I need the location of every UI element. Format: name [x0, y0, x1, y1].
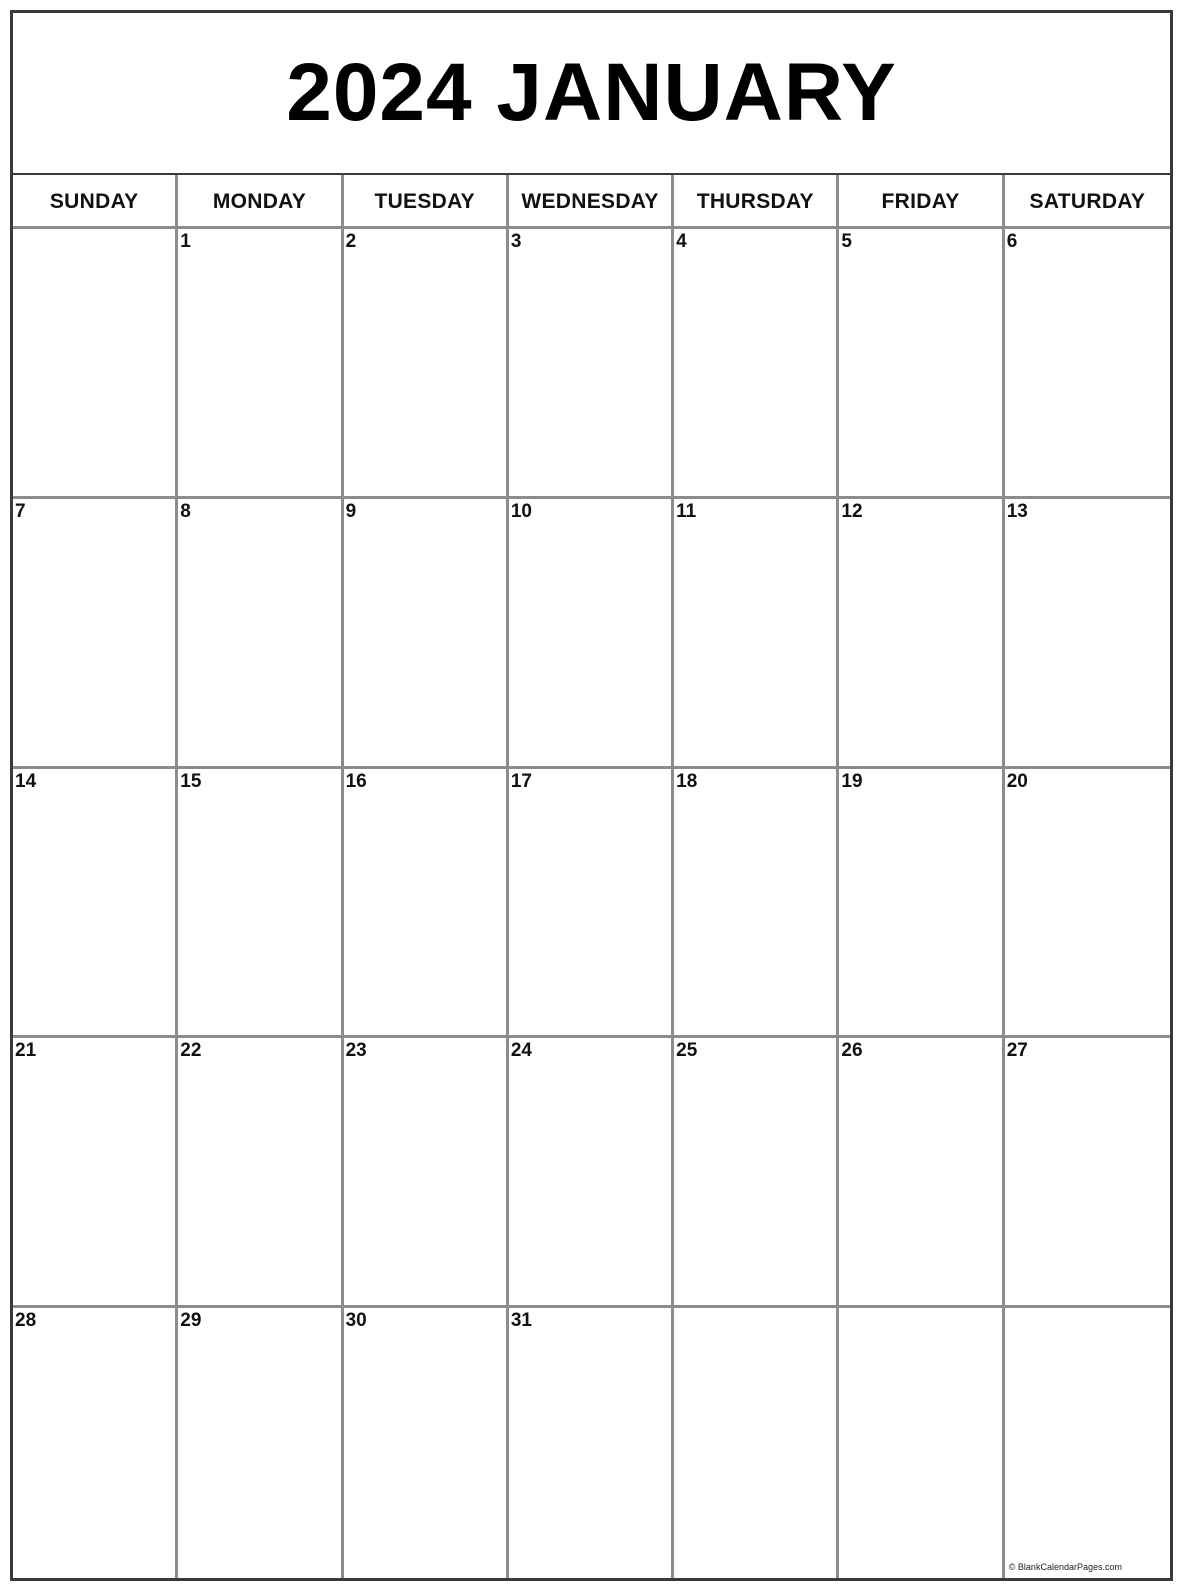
day-cell[interactable]	[674, 769, 839, 1039]
day-cell[interactable]	[344, 769, 509, 1039]
day-number: 23	[345, 1040, 367, 1062]
day-cell[interactable]	[674, 1308, 839, 1578]
weekday-saturday: SATURDAY	[1005, 175, 1170, 229]
title-band	[13, 13, 1170, 175]
day-cell[interactable]	[13, 1038, 178, 1308]
day-number: 8	[180, 500, 191, 522]
day-number: 2	[345, 231, 357, 252]
weekday-friday: FRIDAY	[839, 175, 1004, 229]
day-cell[interactable]	[839, 1308, 1004, 1578]
weekday-sunday: SUNDAY	[13, 175, 178, 229]
weekday-wednesday: WEDNESDAY	[509, 175, 674, 229]
day-cell[interactable]	[674, 499, 839, 769]
day-number: 24	[510, 1040, 532, 1062]
day-cell[interactable]	[344, 1308, 509, 1578]
day-number: 12	[841, 500, 863, 522]
day-number: 16	[345, 770, 367, 792]
day-cell[interactable]	[839, 499, 1004, 769]
calendar-sheet	[10, 10, 1173, 1581]
day-cell[interactable]	[13, 229, 178, 499]
calendar-title: 2024 JANUARY	[286, 47, 897, 138]
day-number: 9	[345, 500, 357, 522]
calendar-grid	[13, 175, 1170, 1578]
weekday-monday: MONDAY	[178, 175, 343, 229]
weekday-thursday: THURSDAY	[674, 175, 839, 229]
day-number: 7	[15, 500, 26, 522]
weekday-header-row	[13, 175, 1170, 229]
day-cell[interactable]	[344, 1038, 509, 1308]
day-cell[interactable]	[509, 499, 674, 769]
day-number: 20	[1006, 770, 1028, 792]
day-cell[interactable]	[344, 499, 509, 769]
day-cell[interactable]	[509, 1308, 674, 1578]
day-cell[interactable]	[1005, 1038, 1170, 1308]
day-number: 30	[345, 1310, 367, 1332]
day-number: 29	[180, 1310, 202, 1332]
day-number: 10	[510, 500, 532, 522]
day-number: 27	[1006, 1040, 1028, 1062]
day-cell[interactable]	[178, 229, 343, 499]
day-number: 14	[15, 770, 37, 792]
day-cell[interactable]	[1005, 1308, 1170, 1578]
day-cell[interactable]	[344, 229, 509, 499]
day-number: 28	[15, 1310, 37, 1332]
day-number: 3	[510, 231, 522, 252]
day-number: 11	[676, 500, 697, 522]
day-number: 5	[841, 231, 852, 252]
day-cell[interactable]	[13, 1308, 178, 1578]
day-number: 22	[180, 1040, 202, 1062]
day-cell[interactable]	[509, 1038, 674, 1308]
day-cell[interactable]	[674, 1038, 839, 1308]
weekday-tuesday: TUESDAY	[344, 175, 509, 229]
day-number: 19	[841, 770, 863, 792]
day-number: 17	[510, 770, 532, 792]
day-cell[interactable]	[839, 1038, 1004, 1308]
day-cell[interactable]	[13, 769, 178, 1039]
day-number: 25	[676, 1040, 698, 1062]
day-cell[interactable]	[178, 1038, 343, 1308]
day-number: 6	[1006, 231, 1018, 252]
day-number: 31	[510, 1310, 532, 1332]
day-number: 1	[180, 231, 191, 252]
day-cell[interactable]	[178, 769, 343, 1039]
copyright-credit: © BlankCalendarPages.com	[1008, 1562, 1122, 1572]
day-cell[interactable]	[509, 769, 674, 1039]
day-cell[interactable]	[839, 229, 1004, 499]
day-number: 21	[15, 1040, 37, 1062]
day-cell[interactable]	[178, 499, 343, 769]
day-number: 13	[1006, 500, 1028, 522]
day-cell[interactable]	[1005, 229, 1170, 499]
day-cell[interactable]	[13, 499, 178, 769]
day-cell[interactable]	[178, 1308, 343, 1578]
day-cell[interactable]	[839, 769, 1004, 1039]
day-cell[interactable]	[509, 229, 674, 499]
day-cell[interactable]	[1005, 499, 1170, 769]
day-number: 26	[841, 1040, 863, 1062]
day-cell[interactable]	[1005, 769, 1170, 1039]
day-number: 15	[180, 770, 202, 792]
day-cell[interactable]	[674, 229, 839, 499]
week-rows	[13, 229, 1170, 1578]
day-number: 18	[676, 770, 698, 792]
day-number: 4	[676, 231, 687, 252]
